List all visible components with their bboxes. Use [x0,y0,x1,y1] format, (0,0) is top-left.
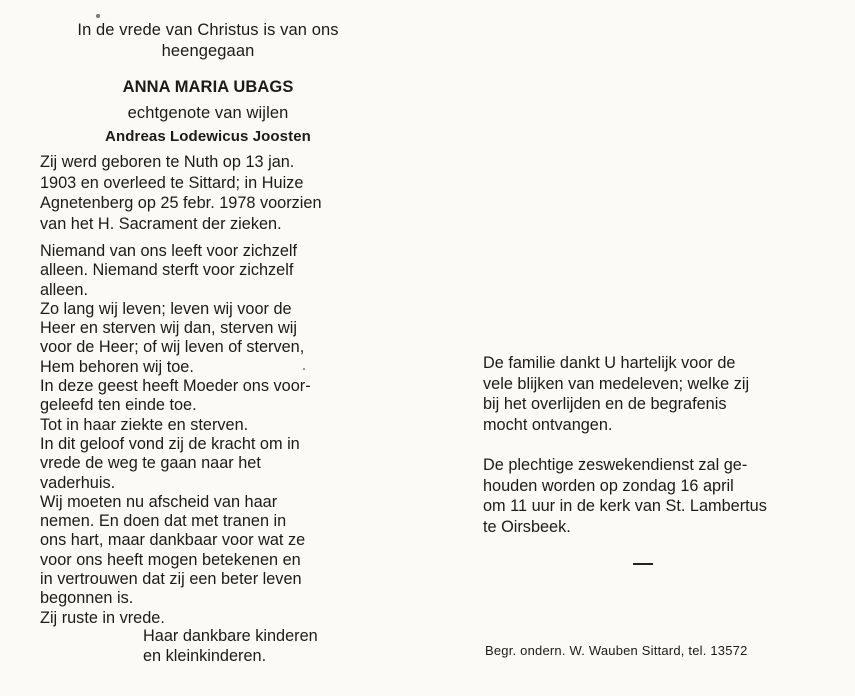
poem-line: Zo lang wij leven; leven wij voor de [40,299,292,318]
poem-line: alleen. Niemand sterft voor zichzelf [40,261,294,280]
signature-line: en kleinkinderen. [143,647,267,665]
service-line: te Oirsbeek. [483,517,571,536]
divider-dash [633,563,653,565]
poem-line: Hem behoren wij toe. [40,357,194,376]
relation-text: echtgenote van wijlen [127,104,289,122]
funeral-director-line: Begr. ondern. W. Wauben Sittard, tel. 13572 [485,643,748,658]
bio-line: Agnetenberg op 25 febr. 1978 voorzien [40,194,322,212]
deceased-name: ANNA MARIA UBAGS [122,78,294,96]
deceased-block [28,70,388,147]
poem-line: voor de Heer; of wij leven of sterven, [40,338,305,357]
poem-line: Niemand van ons leeft voor zichzelf [40,242,298,260]
poem-line: Wij moeten nu afscheid van haar [40,492,278,511]
intro-line-1: In de vrede van Christus is van ons [77,21,339,39]
thanks-line: De familie dankt U hartelijk voor de [483,354,736,372]
poem-line: begonnen is. [40,589,134,608]
poem-line: vaderhuis. [40,473,116,492]
poem-line: vrede de weg te gaan naar het [40,454,261,473]
service-paragraph [483,455,767,537]
thanks-line: mocht ontvangen. [483,415,613,434]
paper-speck [303,368,305,370]
paper-speck [96,14,100,18]
signature [143,626,318,666]
poem-text [40,242,311,628]
signature-line: Haar dankbare kinderen [143,627,318,645]
poem-line: voor ons heeft mogen betekenen en [40,550,301,569]
poem-line: geleefd ten einde toe. [40,396,197,415]
poem-line: Zij ruste in vrede. [40,608,165,627]
poem-line: alleen. [40,280,88,299]
poem-line: ons hart, maar dankbaar voor wat ze [40,531,306,550]
poem-line: Heer en sterven wij dan, sterven wij [40,319,297,338]
intro [28,20,388,62]
bio-line: van het H. Sacrament der zieken. [40,214,282,233]
poem-line: In dit geloof vond zij de kracht om in [40,434,300,453]
poem-line: nemen. En doen dat met tranen in [40,512,287,531]
bio-line: Zij werd geboren te Nuth op 13 jan. [40,153,295,171]
poem-line: in vertrouwen dat zij een beter leven [40,570,302,589]
thanks-paragraph [483,353,749,435]
service-line: De plechtige zeswekendienst zal ge- [483,456,748,474]
service-line: om 11 uur in de kerk van St. Lambertus [483,497,767,515]
thanks-line: vele blijken van medeleven; welke zij [483,374,750,393]
poem-line: Tot in haar ziekte en sterven. [40,415,249,434]
spouse-name: Andreas Lodewicus Joosten [105,128,311,145]
bio-line: 1903 en overleed te Sittard; in Huize [40,173,304,192]
service-line: houden worden op zondag 16 april [483,476,734,495]
intro-line-2: heengegaan [161,42,255,60]
poem-line: In deze geest heeft Moeder ons voor- [40,377,311,396]
bio-paragraph [40,152,322,234]
thanks-line: bij het overlijden en de begrafenis [483,395,727,413]
